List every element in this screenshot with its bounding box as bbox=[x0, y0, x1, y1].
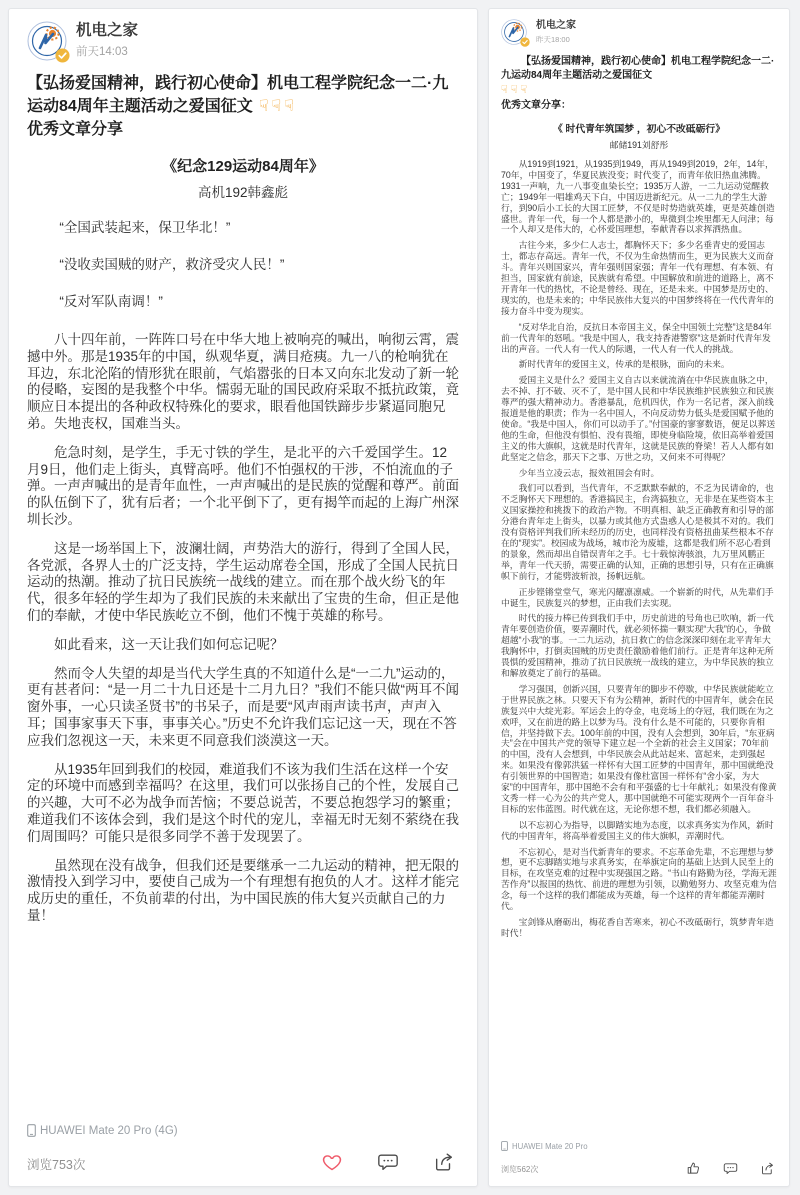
comment-bubble-icon[interactable] bbox=[377, 1151, 399, 1176]
slogan-list bbox=[27, 219, 459, 330]
essay-author: 邮储191刘舒彤 bbox=[609, 140, 669, 150]
slogan-line: “没收卖国贼的财产，救济受灾人民！” bbox=[59, 257, 285, 272]
paragraph: 我们可以看到，当代青年，不乏默默奉献的，不乏为民请命的，也不乏胸怀天下理想的。香港搞民主，台湾搞独立，无非是在某些资本主义国家操控和挑拨下的政治产物。不明真相、缺乏正确教育和引导的部分港台青年走上街头，以暴力或其他方式蛊惑人心是极其不对的。我们没有资格评判我们所未经历的历史，也同样没有资格扭曲某些根本不存在的“现实”。校园成为战场，城市沦为废墟，这都是我们所不忍心看到的景象，然而却出自错误青年之手。七十载惊涛骇浪，九万里风鹏正举，青年一代天骄，需要正确的认知，正确的思想引导，只有在正确旗帜下前行，才能劈波斩浪，扬帆远航。 bbox=[501, 483, 774, 581]
essay-body bbox=[501, 159, 777, 1140]
paragraph: 少年当立凌云志，报效祖国会有时。 bbox=[518, 467, 660, 478]
essay-title: 《 时代青年筑国梦 ，初心不改砥砺行》 bbox=[553, 124, 725, 135]
view-count: 浏览753次 bbox=[27, 1157, 86, 1172]
paragraph: 如此看来，这一天让我们如何忘记呢？ bbox=[54, 636, 284, 652]
post-header bbox=[501, 19, 777, 47]
view-count: 浏览562次 bbox=[501, 1165, 539, 1174]
essay-title: 《纪念129运动84周年》 bbox=[162, 158, 324, 175]
post-header bbox=[27, 21, 459, 64]
post-footer bbox=[27, 1151, 459, 1176]
paragraph: 这是一场举国上下，波澜壮阔，声势浩大的游行，得到了全国人民，各党派，各界人士的广泛支持，学生运动席卷全国，形成了全国人民抗日运动的热潮。推动了抗日民族统一战线的建立。而在那个战火纷飞的年代，很多年轻的学生却为了我们民族的未来献出了宝贵的生命，但正是他们的奉献，才使中华民族屹立不倒，他们不愧于英雄的称号。 bbox=[27, 540, 459, 623]
pointing-down-emoji: ☟☟☟ bbox=[501, 84, 531, 96]
comment-bubble-icon[interactable] bbox=[723, 1161, 738, 1178]
slogan-line: “全国武装起来，保卫华北！” bbox=[59, 220, 231, 235]
share-note: 优秀文章分享： bbox=[501, 100, 571, 111]
footer-actions bbox=[321, 1151, 459, 1176]
share-note: 优秀文章分享 bbox=[27, 121, 124, 138]
paragraph: 从1935年回到我们的校园，难道我们不该为我们生活在这样一个安定的环境中而感到幸福吗？在这里，我们可以张扬自己的个性，发展自己的兴趣，大可不必为战争而苦恼；不要总说苦，不要总抱怨学习的繁重；难道我们不该体会到，我们是这个时代的宠儿，幸福无时无刻不萦绕在我们周围吗？可能只是很多同学不善于发现罢了。 bbox=[27, 761, 459, 844]
post-title bbox=[501, 55, 777, 83]
header-meta bbox=[536, 19, 576, 45]
paragraph: “反对华北自治，反抗日本帝国主义，保全中国领土完整”这是84年前一代青年的怒吼。“我是中国人，我支持香港警察”这是新时代青年发出的声音。一代人有一代人的际遇，一代人有一代人的挑战。 bbox=[501, 321, 772, 354]
post-card-right bbox=[488, 8, 790, 1187]
verified-badge-icon bbox=[55, 48, 70, 66]
pointing-down-emoji: ☟☟☟ bbox=[258, 98, 298, 115]
paragraph: 以不忘初心为指导，以脚踏实地为态度，以求真务实为作风，新时代的中国青年，将高举着爱国主义的伟大旗帜，弄潮时代。 bbox=[501, 819, 774, 841]
paragraph: 危急时刻，是学生，手无寸铁的学生，是北平的六千爱国学生。12月9日，他们走上街头，真臂高呼。他们不怕强权的干涉，不怕流血的子弹。一声声喊出的是青年血性，一声声喊出的是民族的觉醒和尊严。前面的队伍倒下了，犹有后者；一个北平倒下了，更有揭竿而起的上海广州深圳长沙。 bbox=[27, 444, 459, 527]
post-title-text: 【弘扬爱国精神，践行初心使命】机电工程学院纪念一二·九运动84周年主题活动之爱国征文 bbox=[27, 75, 449, 115]
account-name[interactable]: 机电之家 bbox=[536, 20, 576, 31]
account-avatar[interactable] bbox=[501, 19, 527, 47]
share-forward-icon[interactable] bbox=[433, 1151, 455, 1176]
paragraph: 八十四年前，一阵阵口号在中华大地上被响亮的喊出，响彻云霄，震撼中外。那是1935年的中国，纵观华夏，满目疮痍。九一八的枪响犹在耳边，东北沦陷的情形犹在眼前，气焰嚣张的日本又向东北发动了新一轮的侵略，妄图的是我整个中华。懦弱无耻的国民政府采取不抵抗政策，竟顺应日本提出的各种政权特殊化的要求，眼看他国铁蹄步步紧逼同胞兄弟。失地丧权，国难当头。 bbox=[27, 332, 459, 431]
paragraph: 古往今来，多少仁人志士，都胸怀天下；多少名垂青史的爱国志士，都志存高远。青年一代，不仅为生命热情而生，更为民族大义而奋斗。青年兴则国家兴，青年强则国家强；青年一代有理想、有本领、有担当，国家就有前途，民族就有希望。中国解放和前进的道路上，离不开青年一代的热忱，不论是曾经、现在，还是未来。中国梦是历史的、现实的，也是未来的；中华民族伟大复兴的中国梦终将在一代代青年的接力奋斗中变为现实。 bbox=[501, 240, 774, 316]
paragraph: 正步铿锵堂堂气，寒光闪耀凛凛威。一个崭新的时代，从先辈们手中诞生，民族复兴的梦想，正由我们去实现。 bbox=[501, 586, 774, 608]
post-title bbox=[27, 72, 459, 118]
device-name: HUAWEI Mate 20 Pro (4G) bbox=[40, 1124, 178, 1137]
share-forward-icon[interactable] bbox=[760, 1161, 775, 1178]
header-meta bbox=[76, 21, 138, 59]
verified-badge-icon bbox=[520, 37, 530, 49]
device-name: HUAWEI Mate 20 Pro bbox=[512, 1141, 588, 1151]
essay-author: 高机192韩鑫彪 bbox=[197, 185, 289, 200]
device-tag bbox=[501, 1141, 777, 1151]
phone-icon bbox=[501, 1141, 508, 1151]
paragraph: 宝剑锋从磨砺出，梅花香自苦寒来，初心不改砥砺行，筑梦青年造时代！ bbox=[501, 917, 774, 938]
account-name[interactable]: 机电之家 bbox=[76, 22, 139, 39]
paragraph: 爱国主义是什么？爱国主义自古以来就流淌在中华民族血脉之中，去不掉、打不破、灭不了，是中国人民和中华民族维护民族独立和民族尊严的强大精神动力。香港暴乱，危机四伏，作为一名记者，深入前线报道是他的职责；作为一名中国人，不向反动势力低头是爱国赋予他的使命。“我是中国人，你们可以动手了。”付国豪的寥寥数语，便足以葬送他的生命，但他没有惧怕、没有畏缩，即使身临险境，依旧高举着爱国主义的伟大旗帜，这就是时代青年，这就是民族的脊梁！若人人都有如此坚定之信念，那天下之事、万世之功，又何来不可得呢？ bbox=[501, 375, 776, 462]
phone-icon bbox=[27, 1124, 36, 1137]
thumb-up-icon[interactable] bbox=[686, 1161, 701, 1178]
account-avatar[interactable] bbox=[27, 21, 67, 64]
post-title-text: 【弘扬爱国精神，践行初心使命】机电工程学院纪念一二·九运动84周年主题活动之爱国征文 bbox=[501, 56, 775, 81]
paragraph: 虽然现在没有战争，但我们还是要继承一二九运动的精神，把无限的激情投入到学习中，要使自己成为一个有理想有抱负的人才。这样才能完成历史的重任，不负前辈的付出，为中国民族的伟大复兴贡献自己的力量！ bbox=[27, 857, 459, 923]
paragraph: 然而令人失望的却是当代大学生真的不知道什么是“一二九”运动的，更有甚者问：“是一月二十九日还是十二月九日？”我们不能只做“两耳不闻窗外事，一心只读圣贤书”的书呆子，而是要“风声雨声读书声，声声入耳；国事家事天下事，事事关心。”历史不允许我们忘记这一天，现在不答应我们忽视这一天，未来更不同意我们淡漠这一天。 bbox=[27, 665, 459, 748]
paragraph: 不忘初心，是对当代新青年的要求。不忘革命先辈，不忘理想与梦想，更不忘脚踏实地与求真务实，在举旗定向的基础上达到人民至上的目标，在攻坚克难的过程中实现强国之路。“书山有路勤为径，学海无涯苦作舟”以报国的热忱、前进的理想为引领，以勤勉努力、攻坚克难为信念，每一个这样的我们都能成为英雄，每一个这样的青年都能弄潮时代。 bbox=[501, 846, 777, 912]
post-timestamp: 前天14:03 bbox=[76, 46, 128, 58]
heart-like-icon[interactable] bbox=[321, 1151, 343, 1176]
post-card-left bbox=[8, 8, 478, 1187]
essay-body bbox=[27, 332, 459, 1122]
paragraph: 学习强国，创新兴国，只要青年的脚步不停歇，中华民族就能屹立于世界民族之林。只要天下有为公精神，新时代的中国青年，就会在民族复兴中大绽光彩。军运会上的夺金，电竞场上的夺冠，我们既在为之欢呼，又在前进的路上以梦为马。没有什么是不可能的，只要你肯相信，并坚持做下去。100年前的中国，没有人会想到，30年后，“东亚病夫”会在中国共产党的领导下建立起一个全新的社会主义国家；70年前的中国，没有人会想到，中华民族会从此站起来、富起来，走到强起来。如果没有像郭洪猛一样怀有大国工匠梦的中国青年，那中国就绝没有引领世界的中国智造；如果没有像杜富国一样怀有“舍小家，为大家”的中国青年，那中国绝不会有和平强盛的七十年献礼；如果没有像黄文秀一样一心为公的共产党人，那中国就绝不可能实现两个一百年奋斗目标的宏伟蓝图。时代就在这，无论你想不想，我们都必须融入。 bbox=[501, 683, 777, 814]
paragraph: 新时代青年的爱国主义，传承的是根脉，面向的未来。 bbox=[518, 359, 730, 370]
paragraph: 时代的接力棒已传到我们手中，历史前进的号角也已吹响，新一代青年要创造价值，要弄潮时代，就必须怀揣一颗实现“大我”的心，争做超越“小我”的事。一二九运动，抗日救亡的信念深深印刻在北平青年大我胸怀中，打倒卖国贼的历史责任激励着他们前行。正是青年这种无所畏惧的爱国精神，推动了抗日民族统一战线的建立，为中华民族的独立和解放奠定了前行的基础。 bbox=[501, 613, 774, 678]
device-tag bbox=[27, 1124, 459, 1137]
post-footer bbox=[501, 1161, 777, 1178]
slogan-line: “反对军队南调！” bbox=[59, 294, 163, 309]
paragraph: 从1919到1921，从1935到1949，再从1949到2019，2年，14年，70年，中国变了，华夏民族没变；时代变了，而青年依旧热血沸腾。1931一声响，九一八事变血染长空；1935万人游，一二九运动觉醒救亡；1949年一唱雄鸡天下白，中国迈进新纪元。从一二九的学生大游行，到90后小工长的大国工匠梦，不仅是时势造就英雄，更是英雄创造盛世。青年一代，每一个人都是渺小的，卑微到尘埃里都无人问津；每一个人却又是伟大的，心怀爱国理想，奉献青春以求挥洒热血。 bbox=[501, 159, 775, 235]
footer-actions bbox=[686, 1161, 777, 1178]
post-timestamp: 昨天18:00 bbox=[536, 35, 570, 44]
